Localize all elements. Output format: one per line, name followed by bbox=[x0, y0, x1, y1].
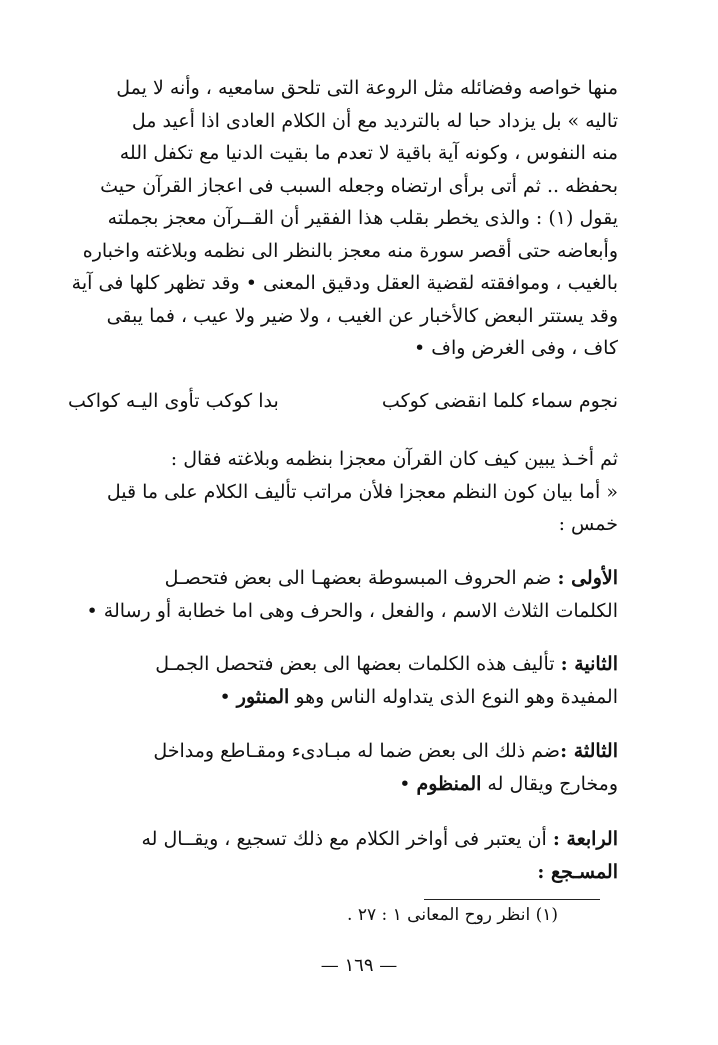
item-label: الأولى : bbox=[557, 567, 618, 589]
list-item-first bbox=[68, 562, 618, 627]
list-item-fourth bbox=[68, 823, 618, 888]
footnote-divider bbox=[424, 899, 600, 900]
text-line bbox=[68, 735, 618, 768]
verse-hemistich-second: بدا كوكب تأوى اليـه كواكب bbox=[68, 390, 279, 412]
item-text: تأليف هذه الكلمات بعضها الى بعض فتحصل الجمـل bbox=[155, 653, 561, 675]
term-manthur: المنثور bbox=[236, 685, 290, 708]
text-line bbox=[68, 823, 618, 856]
text-line: وأبعاضه حتى أقصر سورة منه معجز بالنظر الى نظمه وبلاغته واخباره bbox=[82, 239, 618, 262]
text-line bbox=[68, 768, 618, 801]
text-line: خمس : bbox=[558, 513, 618, 535]
text-line: بحفظه .. ثم أتى برأى ارتضاه وجعله السبب فى اعجاز القرآن حيث bbox=[100, 174, 618, 197]
poetry-verse bbox=[68, 390, 618, 412]
verse-hemistich-first: نجوم سماء كلما انقضى كوكب bbox=[381, 390, 618, 412]
text-line: وقد يستتر البعض كالأخبار عن الغيب ، ولا ضير ولا عيب ، فما يبقى bbox=[106, 304, 618, 327]
item-text: ضم ذلك الى بعض ضما له مبـادىء ومقـاطع ومداخل bbox=[153, 740, 561, 762]
text-line: الكلمات الثلاث الاسم ، والفعل ، والحرف وهى اما خطابة أو رسالة • bbox=[86, 599, 618, 622]
text-line bbox=[68, 562, 618, 595]
text-line: منها خواصه وفضائله مثل الروعة التى تلحق سامعيه ، وأنه لا يمل bbox=[116, 77, 618, 99]
item-text: • bbox=[219, 685, 237, 708]
text-line: تاليه » بل يزداد حبا له بالترديد مع أن الكلام العادى اذا أعيد مل bbox=[131, 109, 618, 132]
item-text: ضم الحروف المبسوطة بعضهـا الى بعض فتحصـل bbox=[164, 567, 558, 589]
item-text: أن يعتبر فى أواخر الكلام مع ذلك تسجيع ، ويقــال له bbox=[141, 828, 553, 850]
item-label: الرابعة : bbox=[552, 828, 618, 850]
text-line: « أما بيان كون النظم معجزا فلأن مراتب تأليف الكلام على ما قيل bbox=[106, 480, 618, 503]
page-number: — ١٦٩ — bbox=[320, 955, 398, 976]
text-line: يقول (١) : والذى يخطر بقلب هذا الفقير أن القــرآن معجز بجملته bbox=[107, 207, 618, 229]
item-text: المفيدة وهو النوع الذى يتداوله الناس وهو bbox=[289, 685, 618, 708]
footnote: (١) انظر روح المعانى ١ : ٢٧ . bbox=[347, 905, 558, 925]
list-item-third bbox=[68, 735, 618, 800]
text-line bbox=[68, 648, 618, 681]
paragraph-1 bbox=[68, 72, 618, 365]
item-text: ومخارج ويقال له bbox=[481, 772, 618, 795]
text-line: منه النفوس ، وكونه آية باقية لا تعدم ما بقيت الدنيا مع تكفل الله bbox=[119, 142, 618, 164]
item-text: • bbox=[399, 772, 417, 795]
text-line: ثم أخـذ يبين كيف كان القرآن معجزا بنظمه وبلاغته فقال : bbox=[170, 448, 618, 470]
item-label: الثالثة : bbox=[560, 740, 618, 762]
paragraph-2 bbox=[68, 443, 618, 541]
text-line bbox=[68, 681, 618, 714]
list-item-second bbox=[68, 648, 618, 713]
term-manzum: المنظوم bbox=[416, 772, 482, 795]
item-label: الثانية : bbox=[560, 653, 618, 675]
text-line bbox=[68, 856, 618, 889]
text-line: بالغيب ، وموافقته لقضية العقل ودقيق المعنى • وقد تظهر كلها فى آية bbox=[71, 272, 618, 294]
term-musajja: المسـجع : bbox=[537, 860, 618, 883]
text-line: كاف ، وفى الغرض واف • bbox=[414, 337, 618, 359]
